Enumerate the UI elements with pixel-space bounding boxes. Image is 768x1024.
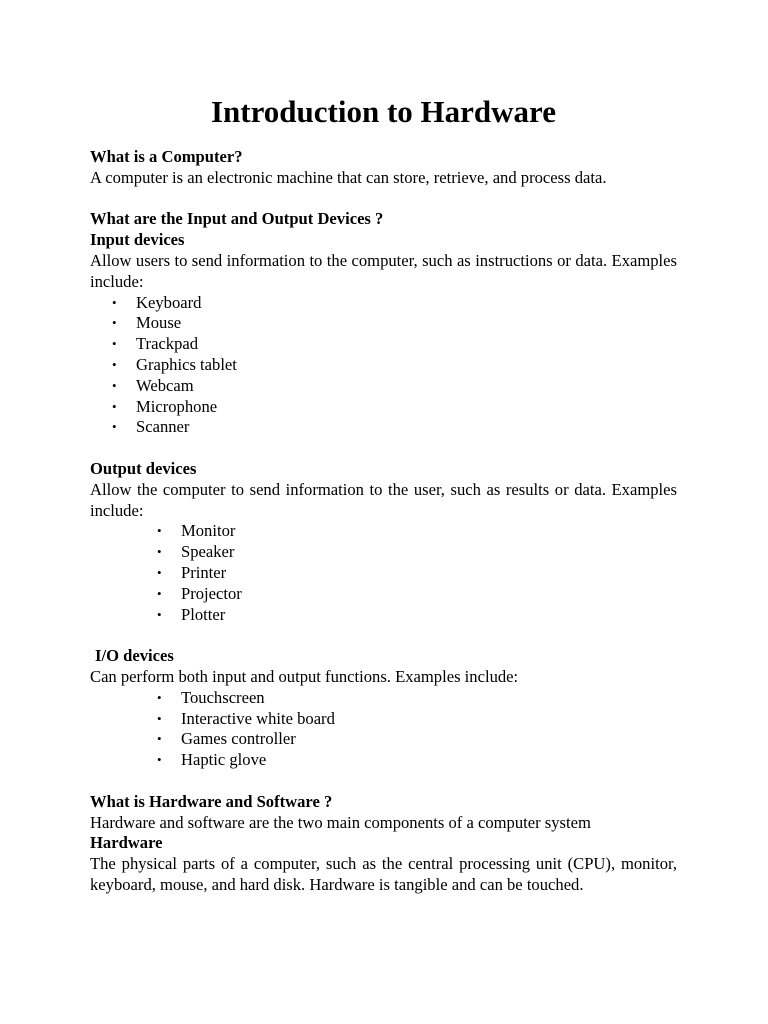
spacer: [90, 771, 677, 792]
bullet-icon: •: [157, 606, 162, 622]
list-item: [90, 397, 677, 418]
bullet-icon: •: [157, 752, 162, 768]
bullet-icon: •: [112, 315, 117, 331]
input-devices-heading: Input devices: [90, 230, 185, 250]
bullet-icon: •: [157, 564, 162, 580]
io-devices-heading: I/O devices: [95, 646, 174, 666]
list-item: [90, 563, 677, 584]
spacer: [90, 625, 677, 646]
output-devices-heading: Output devices: [90, 458, 197, 478]
computer-heading: What is a Computer?: [90, 147, 243, 166]
list-item-text: Graphics tablet: [136, 354, 237, 374]
list-item-text: Monitor: [181, 521, 236, 541]
list-item-text: Microphone: [136, 396, 218, 416]
io-question-heading: What are the Input and Output Devices ?: [90, 209, 384, 229]
list-item: [90, 417, 677, 438]
list-item-text: Printer: [181, 562, 227, 582]
list-item-text: Scanner: [136, 417, 190, 437]
hardware-heading: Hardware: [90, 833, 163, 853]
bullet-icon: •: [157, 523, 162, 539]
hardware-software-description: Hardware and software are the two main components of a computer system: [90, 812, 591, 832]
list-item-text: Touchscreen: [181, 687, 265, 707]
list-item: [90, 376, 677, 397]
io-devices-description: Can perform both input and output functions. Examples include:: [90, 666, 519, 686]
hardware-software-heading: What is Hardware and Software ?: [90, 791, 333, 811]
bullet-icon: •: [112, 377, 117, 393]
list-item: [90, 750, 677, 771]
bullet-icon: •: [157, 689, 162, 705]
document-body: [90, 147, 677, 896]
hardware-description: The physical parts of a computer, such as the central processing unit (CPU), monitor, keyboard, mouse, and hard disk. Hardware is tangible and can be touched.: [90, 854, 677, 894]
computer-definition: A computer is an electronic machine that can store, retrieve, and process data.: [90, 167, 607, 187]
bullet-icon: •: [157, 710, 162, 726]
bullet-icon: •: [157, 544, 162, 560]
list-item: [90, 521, 677, 542]
list-item-text: Plotter: [181, 604, 226, 624]
bullet-icon: •: [157, 585, 162, 601]
list-item: [90, 584, 677, 605]
input-devices-description: Allow users to send information to the computer, such as instructions or data. Examples include:: [90, 250, 677, 291]
list-item: [90, 729, 677, 750]
list-item-text: Speaker: [181, 542, 235, 562]
bullet-icon: •: [112, 294, 117, 310]
list-item-text: Projector: [181, 583, 242, 603]
list-item-text: Webcam: [136, 375, 194, 395]
output-devices-description: Allow the computer to send information to the user, such as results or data. Examples include:: [90, 479, 677, 520]
list-item: [90, 542, 677, 563]
spacer: [90, 438, 677, 459]
io-devices-list: [90, 688, 677, 771]
bullet-icon: •: [112, 336, 117, 352]
list-item: [90, 313, 677, 334]
list-item: [90, 334, 677, 355]
list-item: [90, 605, 677, 626]
list-item: [90, 688, 677, 709]
bullet-icon: •: [112, 356, 117, 372]
list-item-text: Keyboard: [136, 292, 202, 312]
bullet-icon: •: [112, 419, 117, 435]
list-item: [90, 293, 677, 314]
output-devices-list: [90, 521, 677, 625]
page-title: Introduction to Hardware: [210, 94, 557, 129]
bullet-icon: •: [112, 398, 117, 414]
document-page: [90, 0, 677, 896]
list-item-text: Games controller: [181, 729, 296, 749]
spacer: [90, 189, 677, 210]
list-item-text: Mouse: [136, 313, 182, 333]
input-devices-list: [90, 293, 677, 439]
list-item: [90, 709, 677, 730]
list-item-text: Trackpad: [136, 334, 199, 354]
list-item-text: Haptic glove: [181, 750, 267, 770]
list-item: [90, 355, 677, 376]
list-item-text: Interactive white board: [181, 708, 335, 728]
bullet-icon: •: [157, 731, 162, 747]
